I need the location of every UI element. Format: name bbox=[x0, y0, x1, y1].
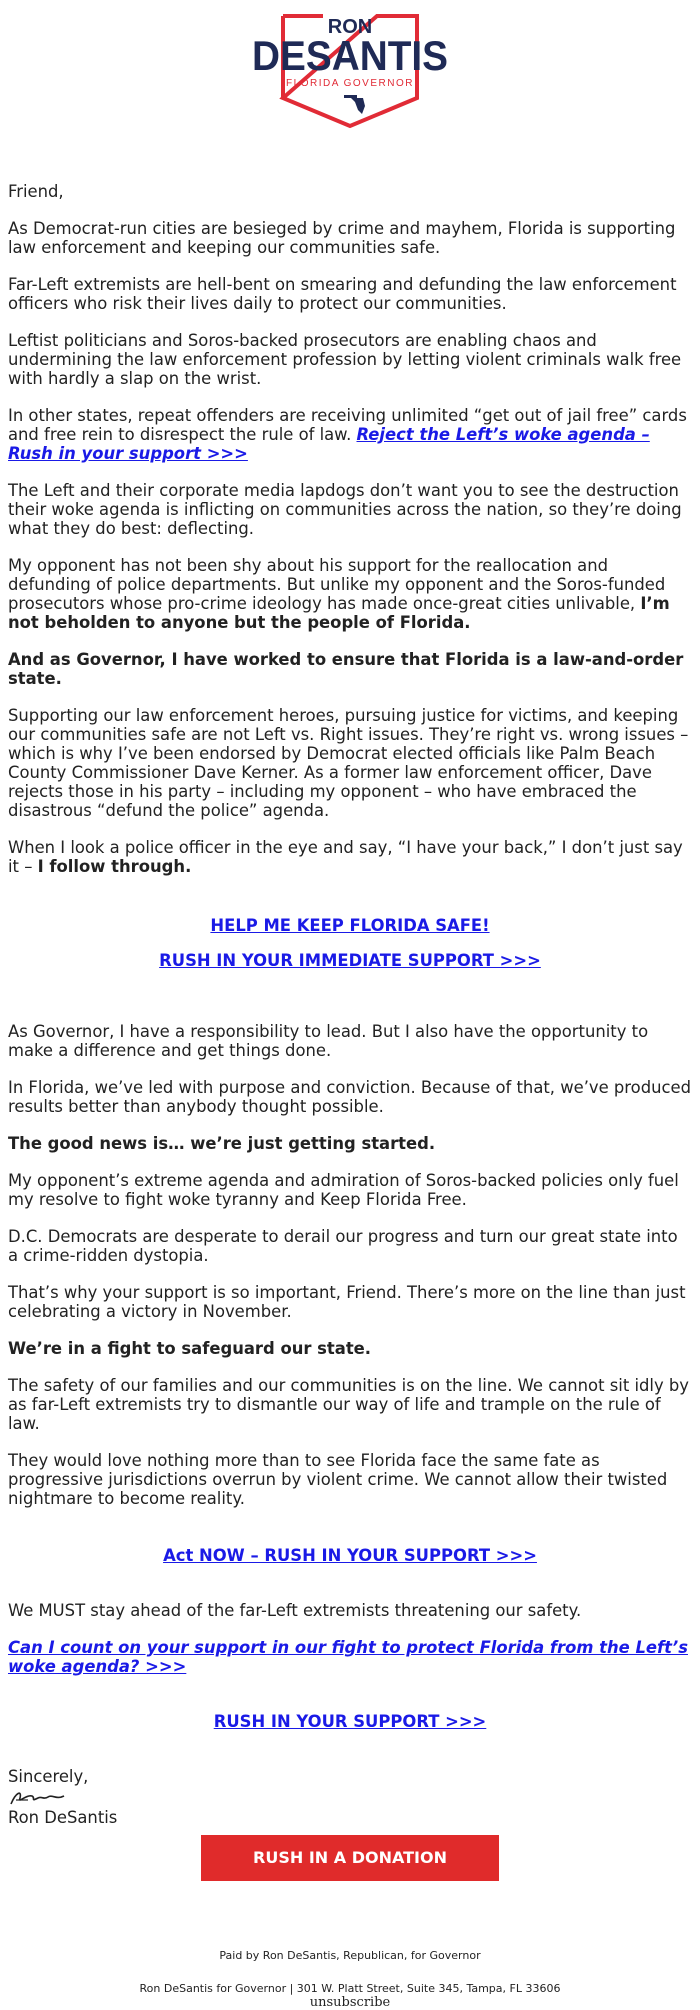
paragraph bbox=[8, 650, 692, 688]
reject-agenda-link[interactable]: Reject the Left’s woke agenda – Rush in your support >>> bbox=[8, 425, 650, 463]
count-on-support-link[interactable]: Can I count on your support in our fight to protect Florida from the Left’s woke agenda? >>> bbox=[8, 1638, 688, 1676]
immediate-support-link[interactable]: RUSH IN YOUR IMMEDIATE SUPPORT >>> bbox=[159, 951, 541, 970]
florida-map-icon bbox=[344, 95, 365, 114]
paragraph bbox=[8, 1134, 692, 1153]
paragraph bbox=[8, 406, 692, 463]
paragraph-bold: And as Governor, I have worked to ensure that Florida is a law-and-order state. bbox=[8, 650, 684, 688]
paragraph-bold: I follow through. bbox=[37, 857, 192, 876]
logo-last-name: DESANTIS bbox=[252, 32, 448, 79]
cta-block bbox=[8, 916, 692, 935]
paragraph: That’s why your support is so important, Friend. There’s more on the line than just celebrating a victory in November. bbox=[8, 1283, 686, 1321]
header-logo bbox=[0, 0, 700, 130]
rush-support-link[interactable]: RUSH IN YOUR SUPPORT >>> bbox=[213, 1712, 487, 1731]
donate-button[interactable]: RUSH IN A DONATION bbox=[201, 1835, 499, 1881]
unsubscribe-link[interactable]: unsubscribe bbox=[309, 1995, 391, 2010]
keep-florida-safe-link[interactable]: HELP ME KEEP FLORIDA SAFE! bbox=[210, 916, 490, 935]
cta-block bbox=[8, 1546, 692, 1565]
cta-block bbox=[8, 1712, 692, 1731]
paragraph bbox=[8, 556, 692, 632]
paragraph: As Democrat-run cities are besieged by crime and mayhem, Florida is supporting law enforcement and keeping our communities safe. bbox=[8, 219, 676, 257]
signer-name: Ron DeSantis bbox=[8, 1808, 118, 1827]
paragraph-bold: I’m not beholden to anyone but the people of Florida. bbox=[8, 594, 670, 632]
paid-by-text: Paid by Ron DeSantis, Republican, for Governor bbox=[219, 1949, 481, 1962]
paragraph-text: When I look a police officer in the eye and say, “I have your back,” I don’t just say it – bbox=[8, 838, 683, 876]
signature-image bbox=[8, 1788, 68, 1808]
address-text: Ron DeSantis for Governor | 301 W. Platt Street, Suite 345, Tampa, FL 33606 bbox=[139, 1982, 561, 1995]
cta-block bbox=[8, 951, 692, 970]
paragraph: Leftist politicians and Soros-backed prosecutors are enabling chaos and undermining the law enforcement profession by letting violent criminals walk free with hardly a slap on the wrist. bbox=[8, 331, 682, 388]
paragraph: Supporting our law enforcement heroes, pursuing justice for victims, and keeping our communities safe are not Left vs. Right issues. They’re right vs. wrong issues – which is why I’ve been endorsed by Democrat elected officials like Palm Beach County Commissioner Dave Kerner. As a former law enforcement officer, Dave rejects those in his party – including my opponent – who have embraced the disastrous “defund the police” agenda. bbox=[8, 706, 689, 820]
logo-subtitle: FLORIDA GOVERNOR bbox=[286, 78, 414, 89]
signature-block bbox=[8, 1767, 692, 1827]
email-body bbox=[0, 130, 700, 1827]
act-now-link[interactable]: Act NOW – RUSH IN YOUR SUPPORT >>> bbox=[163, 1546, 537, 1565]
paragraph bbox=[8, 1339, 692, 1358]
greeting: Friend, bbox=[8, 182, 64, 201]
desantis-logo bbox=[245, 6, 455, 130]
paragraph-bold: We’re in a fight to safeguard our state. bbox=[8, 1339, 371, 1358]
paragraph: We MUST stay ahead of the far-Left extremists threatening our safety. bbox=[8, 1601, 582, 1620]
paragraph: D.C. Democrats are desperate to derail our progress and turn our great state into a crime-ridden dystopia. bbox=[8, 1227, 678, 1265]
paragraph-text: My opponent has not been shy about his support for the reallocation and defunding of police departments. But unlike my opponent and the Soros-funded prosecutors whose pro-crime ideology has made once-great cities unlivable, bbox=[8, 556, 666, 613]
paragraph bbox=[8, 838, 692, 876]
paragraph: Far-Left extremists are hell-bent on smearing and defunding the law enforcement officers who risk their lives daily to protect our communities. bbox=[8, 275, 677, 313]
paragraph-bold: The good news is… we’re just getting started. bbox=[8, 1134, 436, 1153]
paragraph: As Governor, I have a responsibility to lead. But I also have the opportunity to make a difference and get things done. bbox=[8, 1022, 649, 1060]
paragraph: The safety of our families and our communities is on the line. We cannot sit idly by as far-Left extremists try to dismantle our way of life and trample on the rule of law. bbox=[8, 1376, 689, 1433]
sincerely-text: Sincerely, bbox=[8, 1767, 89, 1786]
paragraph: In Florida, we’ve led with purpose and conviction. Because of that, we’ve produced results better than anybody thought possible. bbox=[8, 1078, 692, 1116]
logo-first-name: RON bbox=[327, 16, 373, 38]
paragraph: The Left and their corporate media lapdogs don’t want you to see the destruction their woke agenda is inflicting on communities across the nation, so they’re doing what they do best: deflecting. bbox=[8, 481, 682, 538]
paragraph: My opponent’s extreme agenda and admiration of Soros-backed policies only fuel my resolve to fight woke tyranny and Keep Florida Free. bbox=[8, 1171, 679, 1209]
paragraph-text: In other states, repeat offenders are receiving unlimited “get out of jail free” cards and free rein to disrespect the rule of law. bbox=[8, 406, 687, 444]
paragraph: They would love nothing more than to see Florida face the same fate as progressive jurisdictions overrun by violent crime. We cannot allow their twisted nightmare to become reality. bbox=[8, 1451, 668, 1508]
paragraph bbox=[8, 1638, 692, 1676]
